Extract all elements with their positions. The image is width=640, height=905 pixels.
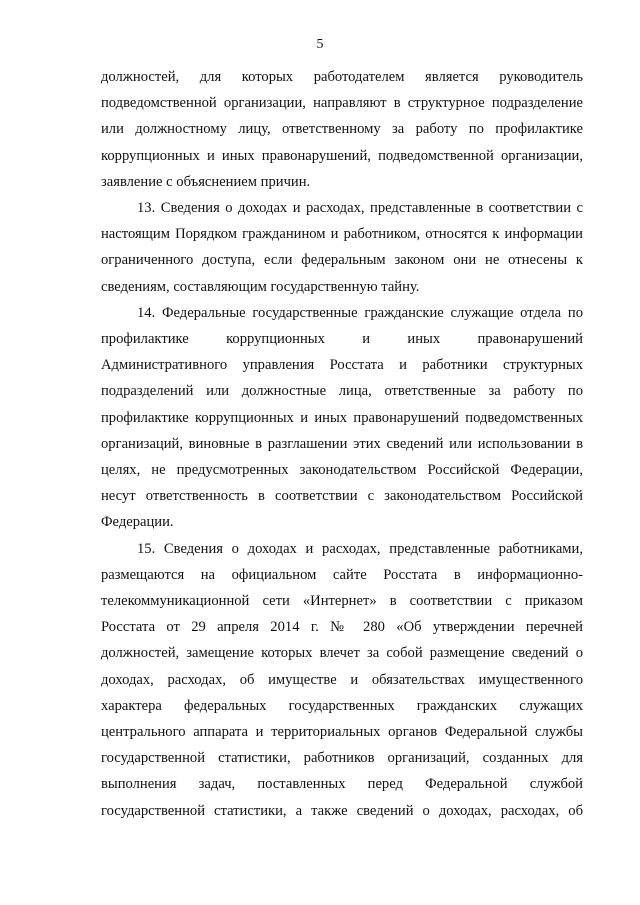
text-line: профилактике коррупционных и иных правонарушений	[101, 331, 583, 348]
text-line: целях, не предусмотренных законодательством Российской Федерации,	[101, 462, 583, 479]
text-line: коррупционных и иных правонарушений, подведомственной организации,	[101, 147, 583, 164]
text-line: Административного управления Росстата и работники структурных	[101, 357, 583, 374]
text-line: 14. Федеральные государственные гражданские служащие отдела по	[137, 304, 583, 321]
text-line: сведениям, составляющим государственную тайну.	[101, 278, 420, 295]
text-line: подразделений или должностные лица, ответственные за работу по	[101, 383, 583, 400]
text-line: выполнения задач, поставленных перед Федеральной службой	[101, 776, 583, 793]
text-line: подведомственной организации, направляют в структурное подразделение	[101, 95, 583, 112]
text-line: ограниченного доступа, если федеральным законом они не отнесены к	[101, 252, 583, 269]
text-line: 13. Сведения о доходах и расходах, представленные в соответствии с	[137, 200, 583, 217]
text-line: организаций, виновные в разглашении этих сведений или использовании в	[101, 435, 583, 452]
text-line: должностей, для которых работодателем является руководитель	[101, 69, 583, 85]
text-line: размещаются на официальном сайте Росстата в информационно-	[101, 566, 583, 583]
text-line: заявление с объяснением причин.	[101, 173, 311, 190]
text-line: доходах, расходах, об имуществе и обязательствах имущественного	[101, 671, 583, 688]
page-number: 5	[316, 37, 324, 52]
text-line: настоящим Порядком гражданином и работником, относятся к информации	[101, 226, 583, 243]
text-line: телекоммуникационной сети «Интернет» в соответствии с приказом	[101, 593, 583, 610]
text-line: государственной статистики, а также сведений о доходах, расходах, об	[101, 802, 583, 819]
text-line: Росстата от 29 апреля 2014 г. № 280 «Об утверждении перечней	[101, 619, 583, 636]
text-line: должностей, замещение которых влечет за собой размещение сведений о	[101, 645, 583, 662]
text-line: или должностному лицу, ответственному за работу по профилактике	[101, 121, 583, 138]
text-line: 15. Сведения о доходах и расходах, представленные работниками,	[137, 540, 583, 557]
document-body	[101, 64, 583, 824]
text-line: Федерации.	[101, 514, 174, 531]
paragraph-13	[101, 195, 583, 300]
text-line: несут ответственность в соответствии с законодательством Российской	[101, 488, 583, 505]
text-line: характера федеральных государственных гражданских служащих	[101, 697, 583, 714]
text-line: центрального аппарата и территориальных органов Федеральной службы	[101, 724, 583, 741]
paragraph-15	[101, 536, 583, 824]
paragraph-continued	[101, 64, 583, 195]
paragraph-14	[101, 300, 583, 536]
text-line: профилактике коррупционных и иных правонарушений подведомственных	[101, 409, 583, 426]
text-line: государственной статистики, работников организаций, созданных для	[101, 750, 583, 767]
